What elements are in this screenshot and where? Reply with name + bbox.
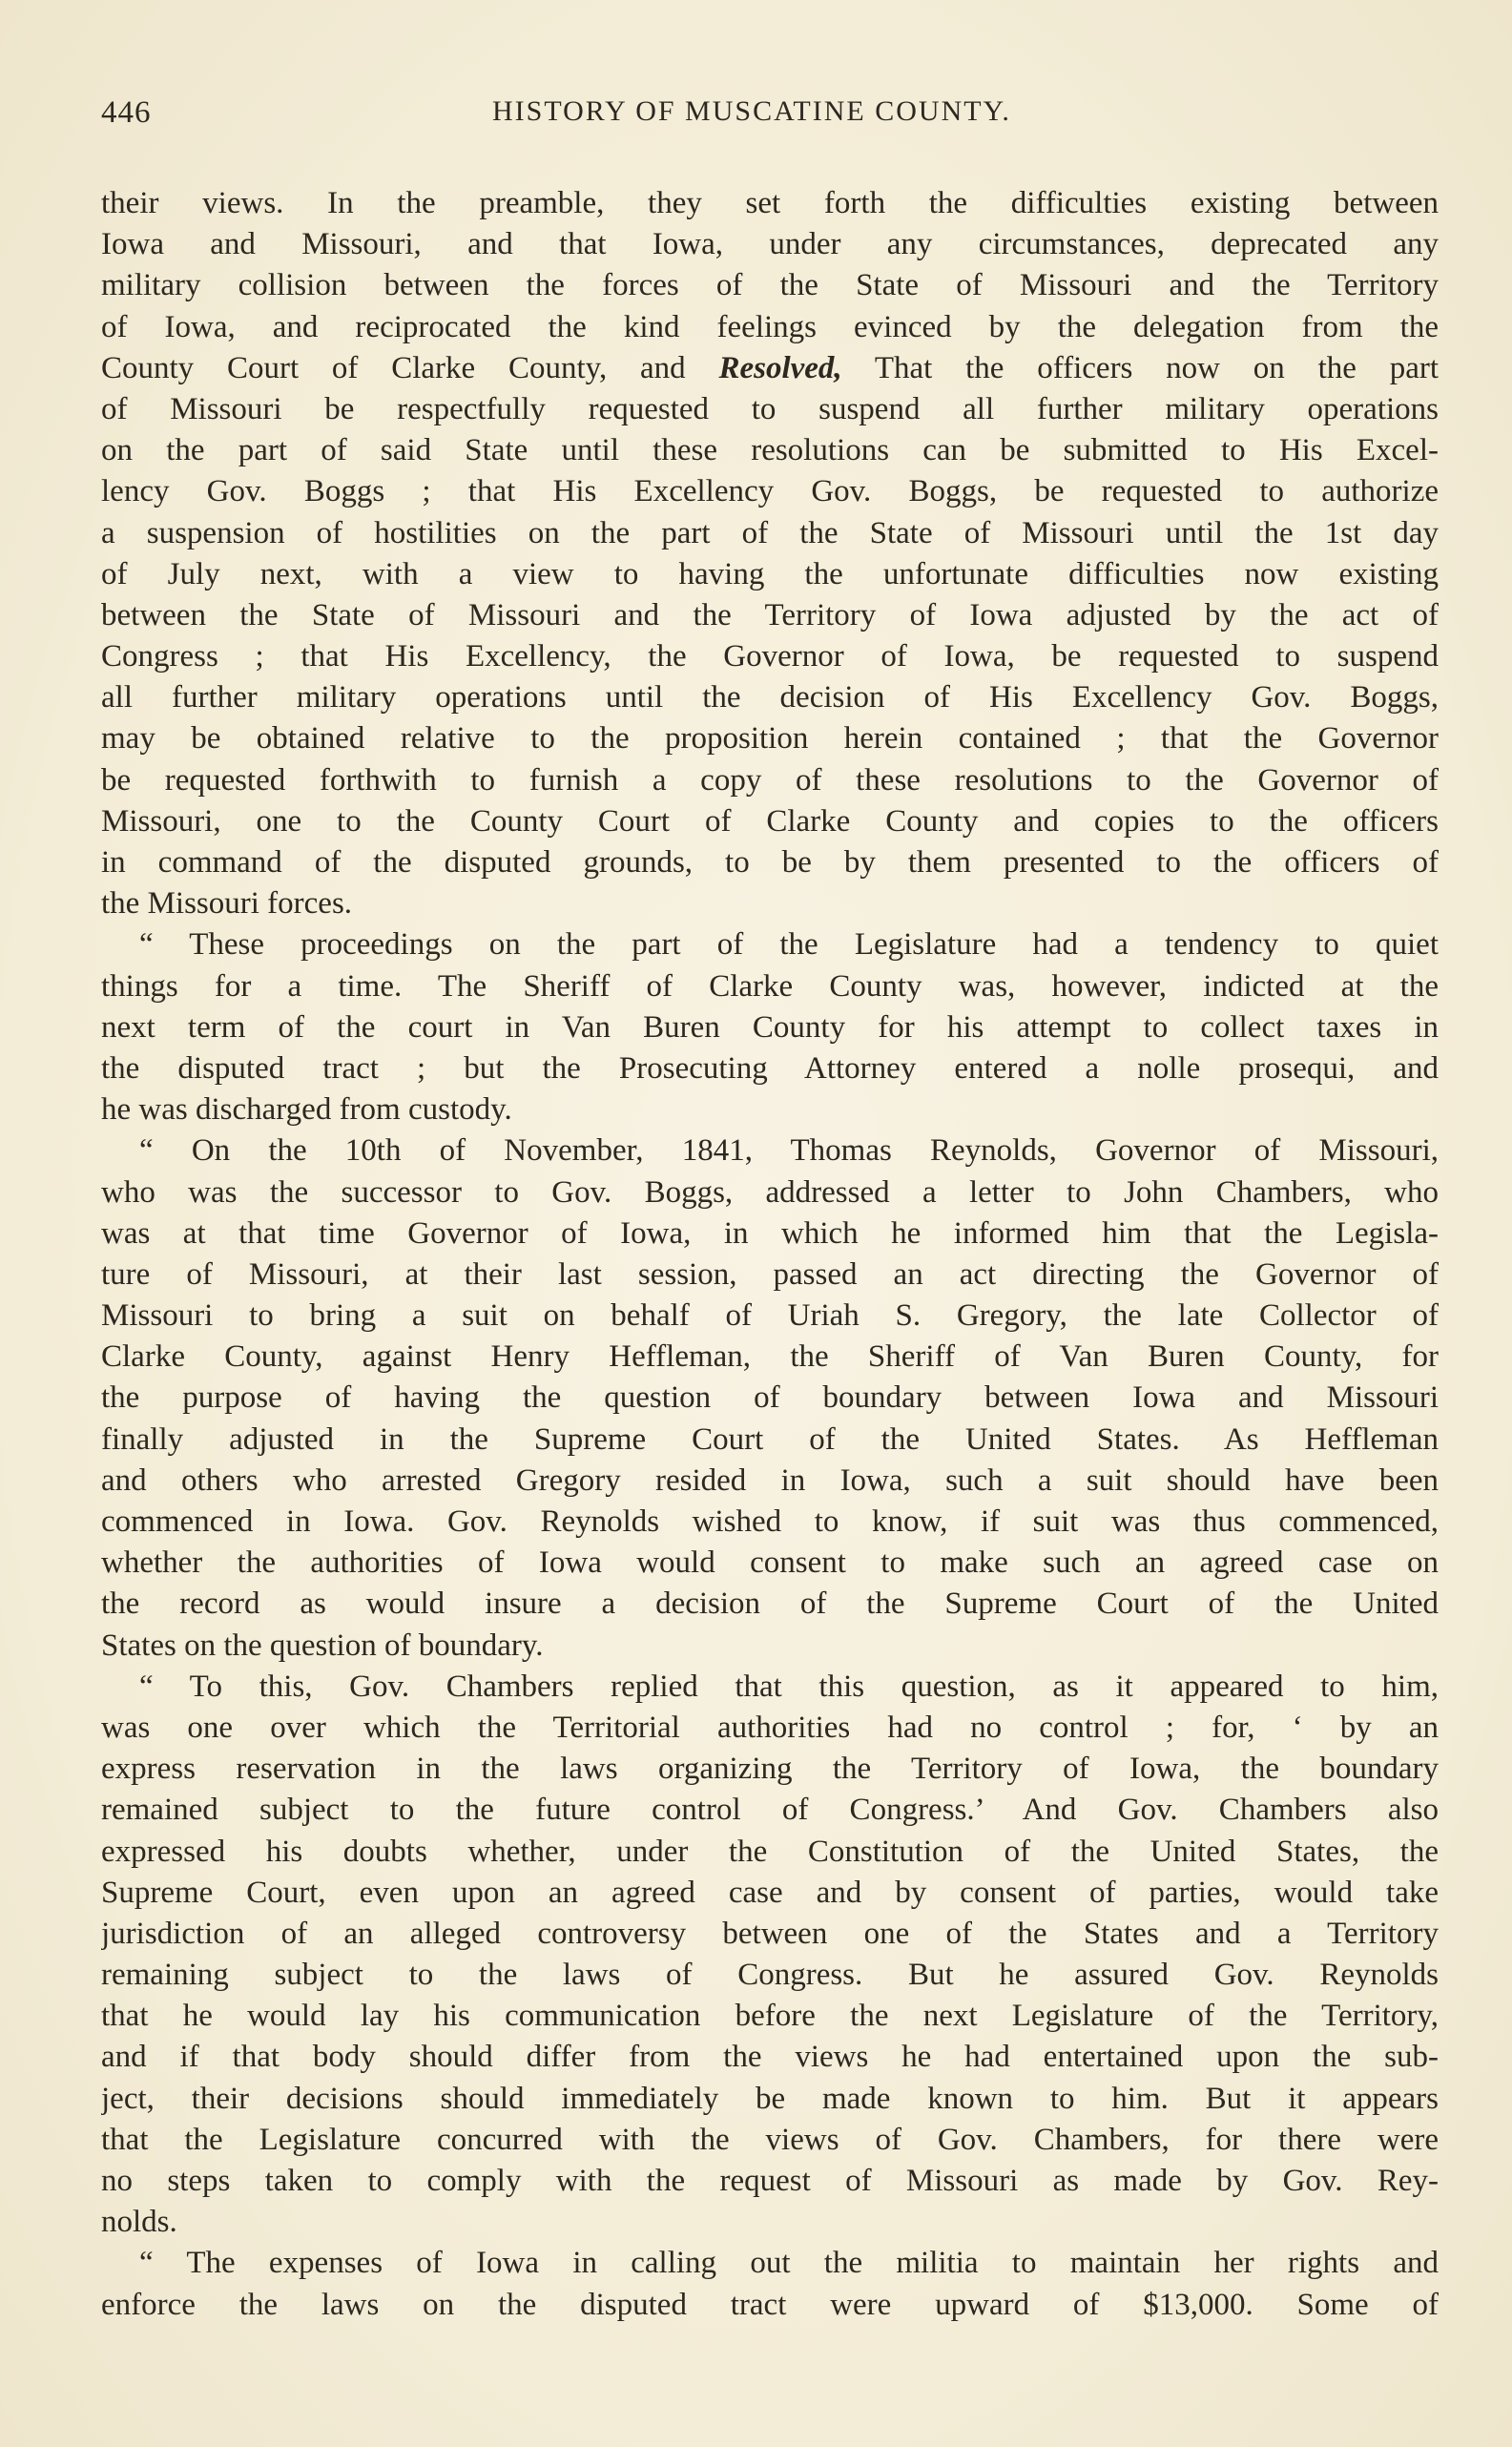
text-line-content: he was discharged from custody. (101, 1092, 512, 1128)
text-line-content: “ The expenses of Iowa in calling out the militia to maintain her rights and (139, 2246, 1439, 2281)
text-line-content: no steps taken to comply with the request of Missouri as made by Gov. Rey- (101, 2164, 1439, 2198)
text-line-content: the disputed tract ; but the Prosecuting Attorney entered a nolle prosequi, and (101, 1050, 1439, 1086)
text-line-content: expressed his doubts whether, under the Constitution of the United States, the (101, 1834, 1439, 1869)
text-line (101, 1955, 1439, 1996)
text-line (101, 1172, 1439, 1213)
text-line (101, 883, 1439, 924)
text-line-content: their views. In the preamble, they set forth the difficulties existing between (101, 186, 1439, 220)
text-line (101, 801, 1439, 842)
text-line-content: the purpose of having the question of boundary between Iowa and Missouri (101, 1380, 1439, 1416)
text-line (101, 1502, 1439, 1543)
text-line (101, 1420, 1439, 1461)
text-line-content: and if that body should differ from the views he had entertained upon the sub- (101, 2040, 1439, 2075)
text-line-content: finally adjusted in the Supreme Court of the United States. As Heffleman (101, 1421, 1439, 1457)
text-line (101, 1996, 1439, 2037)
text-line-content: things for a time. The Sheriff of Clarke County was, however, indicted at the (101, 968, 1439, 1004)
text-line (101, 1378, 1439, 1419)
text-line-continuation: That the officers now on the part (841, 350, 1439, 385)
text-line (101, 1543, 1439, 1584)
text-line (101, 2120, 1439, 2161)
text-line-content: that he would lay his communication before the next Legislature of the Territory, (101, 1999, 1439, 2034)
text-line-content: of Iowa, and reciprocated the kind feelings evinced by the delegation from the (101, 309, 1439, 344)
text-line-content: of July next, with a view to having the unfortunate difficulties now existing (101, 556, 1439, 591)
text-line (101, 718, 1439, 759)
text-line (101, 1461, 1439, 1502)
text-line-content: County Court of Clarke County, and (101, 350, 719, 385)
text-line (101, 1790, 1439, 1831)
text-line-content: a suspension of hostilities on the part of the State of Missouri until the 1st day (101, 515, 1439, 550)
text-line-content: and others who arrested Gregory resided in Iowa, such a suit should have been (101, 1462, 1439, 1498)
text-line (101, 1832, 1439, 1873)
text-line-content: Supreme Court, even upon an agreed case and by consent of parties, would take (101, 1875, 1439, 1910)
text-line-content: the Missouri forces. (101, 886, 353, 922)
text-line-content: who was the successor to Gov. Boggs, addressed a letter to John Chambers, who (101, 1174, 1439, 1210)
text-line-content: ture of Missouri, at their last session, passed an act directing the Governor of (101, 1256, 1439, 1292)
text-line (101, 1873, 1439, 1914)
text-line (101, 224, 1439, 265)
text-line-content: remained subject to the future control of Congress.’ And Gov. Chambers also (101, 1793, 1439, 1828)
text-line-content: enforce the laws on the disputed tract were upward of $13,000. Some of (101, 2287, 1439, 2322)
text-line (101, 760, 1439, 801)
text-line-content: ject, their decisions should immediately be made known to him. But it appears (101, 2081, 1439, 2116)
text-line-content: jurisdiction of an alleged controversy between one of the States and a Territory (101, 1916, 1439, 1951)
text-line (101, 2243, 1439, 2284)
text-line-content: nolds. (101, 2205, 177, 2240)
text-line (101, 2202, 1439, 2243)
italic-term: Resolved, (718, 350, 842, 385)
text-line-content: of Missouri be respectfully requested to suspend all further military operations (101, 391, 1439, 426)
text-line-content: commenced in Iowa. Gov. Reynolds wished to know, if suit was thus commenced, (101, 1504, 1439, 1539)
text-line-content: Iowa and Missouri, and that Iowa, under any circumstances, deprecated any (101, 227, 1439, 262)
text-line-content: military collision between the forces of the State of Missouri and the Territory (101, 268, 1439, 303)
text-line (101, 513, 1439, 554)
text-line-content: whether the authorities of Iowa would consent to make such an agreed case on (101, 1545, 1439, 1581)
text-line (101, 1296, 1439, 1337)
running-head (101, 95, 1437, 145)
text-line-content: was at that time Governor of Iowa, in which he informed him that the Legisla- (101, 1215, 1439, 1251)
text-line (101, 966, 1439, 1007)
text-line (101, 1089, 1439, 1130)
text-line (101, 1626, 1439, 1667)
text-line (101, 1048, 1439, 1089)
text-line-content: be requested forthwith to furnish a copy of these resolutions to the Governor of (101, 762, 1439, 798)
text-line (101, 265, 1439, 306)
text-line (101, 1708, 1439, 1749)
text-line (101, 636, 1439, 677)
text-line (101, 1007, 1439, 1048)
text-line-content: States on the question of boundary. (101, 1628, 544, 1663)
text-line (101, 1130, 1439, 1172)
text-line (101, 2161, 1439, 2202)
text-line (101, 2285, 1439, 2326)
text-line-content: express reservation in the laws organizing the Territory of Iowa, the boundary (101, 1752, 1439, 1787)
text-line (101, 924, 1439, 965)
text-line-content: Missouri to bring a suit on behalf of Uriah S. Gregory, the late Collector of (101, 1298, 1439, 1334)
text-line (101, 389, 1439, 430)
text-line-content: “ To this, Gov. Chambers replied that this question, as it appeared to him, (139, 1669, 1439, 1704)
text-line-content: Clarke County, against Henry Heffleman, the Sheriff of Van Buren County, for (101, 1339, 1439, 1375)
text-line (101, 1749, 1439, 1790)
text-line (101, 677, 1439, 718)
text-line (101, 2079, 1439, 2120)
text-line (101, 1914, 1439, 1955)
text-line-content: next term of the court in Van Buren County for his attempt to collect taxes in (101, 1009, 1439, 1045)
text-line (101, 471, 1439, 512)
text-line-content: “ These proceedings on the part of the Legislature had a tendency to quiet (139, 927, 1439, 963)
text-line-content: the record as would insure a decision of the Supreme Court of the United (101, 1586, 1439, 1622)
text-line (101, 1213, 1439, 1255)
text-line-content: remaining subject to the laws of Congress. But he assured Gov. Reynolds (101, 1958, 1439, 1993)
page-number: 446 (101, 95, 152, 130)
text-line-content: “ On the 10th of November, 1841, Thomas Reynolds, Governor of Missouri, (139, 1133, 1439, 1169)
text-line (101, 1337, 1439, 1378)
text-line-content: that the Legislature concurred with the views of Gov. Chambers, for there were (101, 2122, 1439, 2157)
text-line (101, 842, 1439, 883)
text-line (101, 1584, 1439, 1625)
text-line (101, 183, 1439, 224)
running-title: HISTORY OF MUSCATINE COUNTY. (492, 95, 1011, 127)
text-line-content: all further military operations until the decision of His Excellency Gov. Boggs, (101, 680, 1439, 715)
text-line-content: Congress ; that His Excellency, the Governor of Iowa, be requested to suspend (101, 639, 1439, 674)
text-line (101, 1255, 1439, 1296)
text-line-content: was one over which the Territorial authorities had no control ; for, ‘ by an (101, 1710, 1439, 1745)
text-line (101, 554, 1439, 595)
text-line (101, 430, 1439, 471)
text-line (101, 307, 1439, 348)
text-line-content: in command of the disputed grounds, to be by them presented to the officers of (101, 845, 1439, 880)
text-line-content: on the part of said State until these resolutions can be submitted to His Excel- (101, 433, 1439, 468)
text-line (101, 348, 1439, 389)
text-line-content: lency Gov. Boggs ; that His Excellency Gov. Boggs, be requested to authorize (101, 474, 1439, 509)
text-line-content: Missouri, one to the County Court of Clarke County and copies to the officers (101, 803, 1439, 839)
text-line (101, 2037, 1439, 2078)
text-line (101, 1667, 1439, 1708)
text-line-content: between the State of Missouri and the Territory of Iowa adjusted by the act of (101, 597, 1439, 632)
text-line-content: may be obtained relative to the proposition herein contained ; that the Governor (101, 721, 1439, 757)
text-line (101, 595, 1439, 636)
body-text (101, 183, 1439, 2406)
